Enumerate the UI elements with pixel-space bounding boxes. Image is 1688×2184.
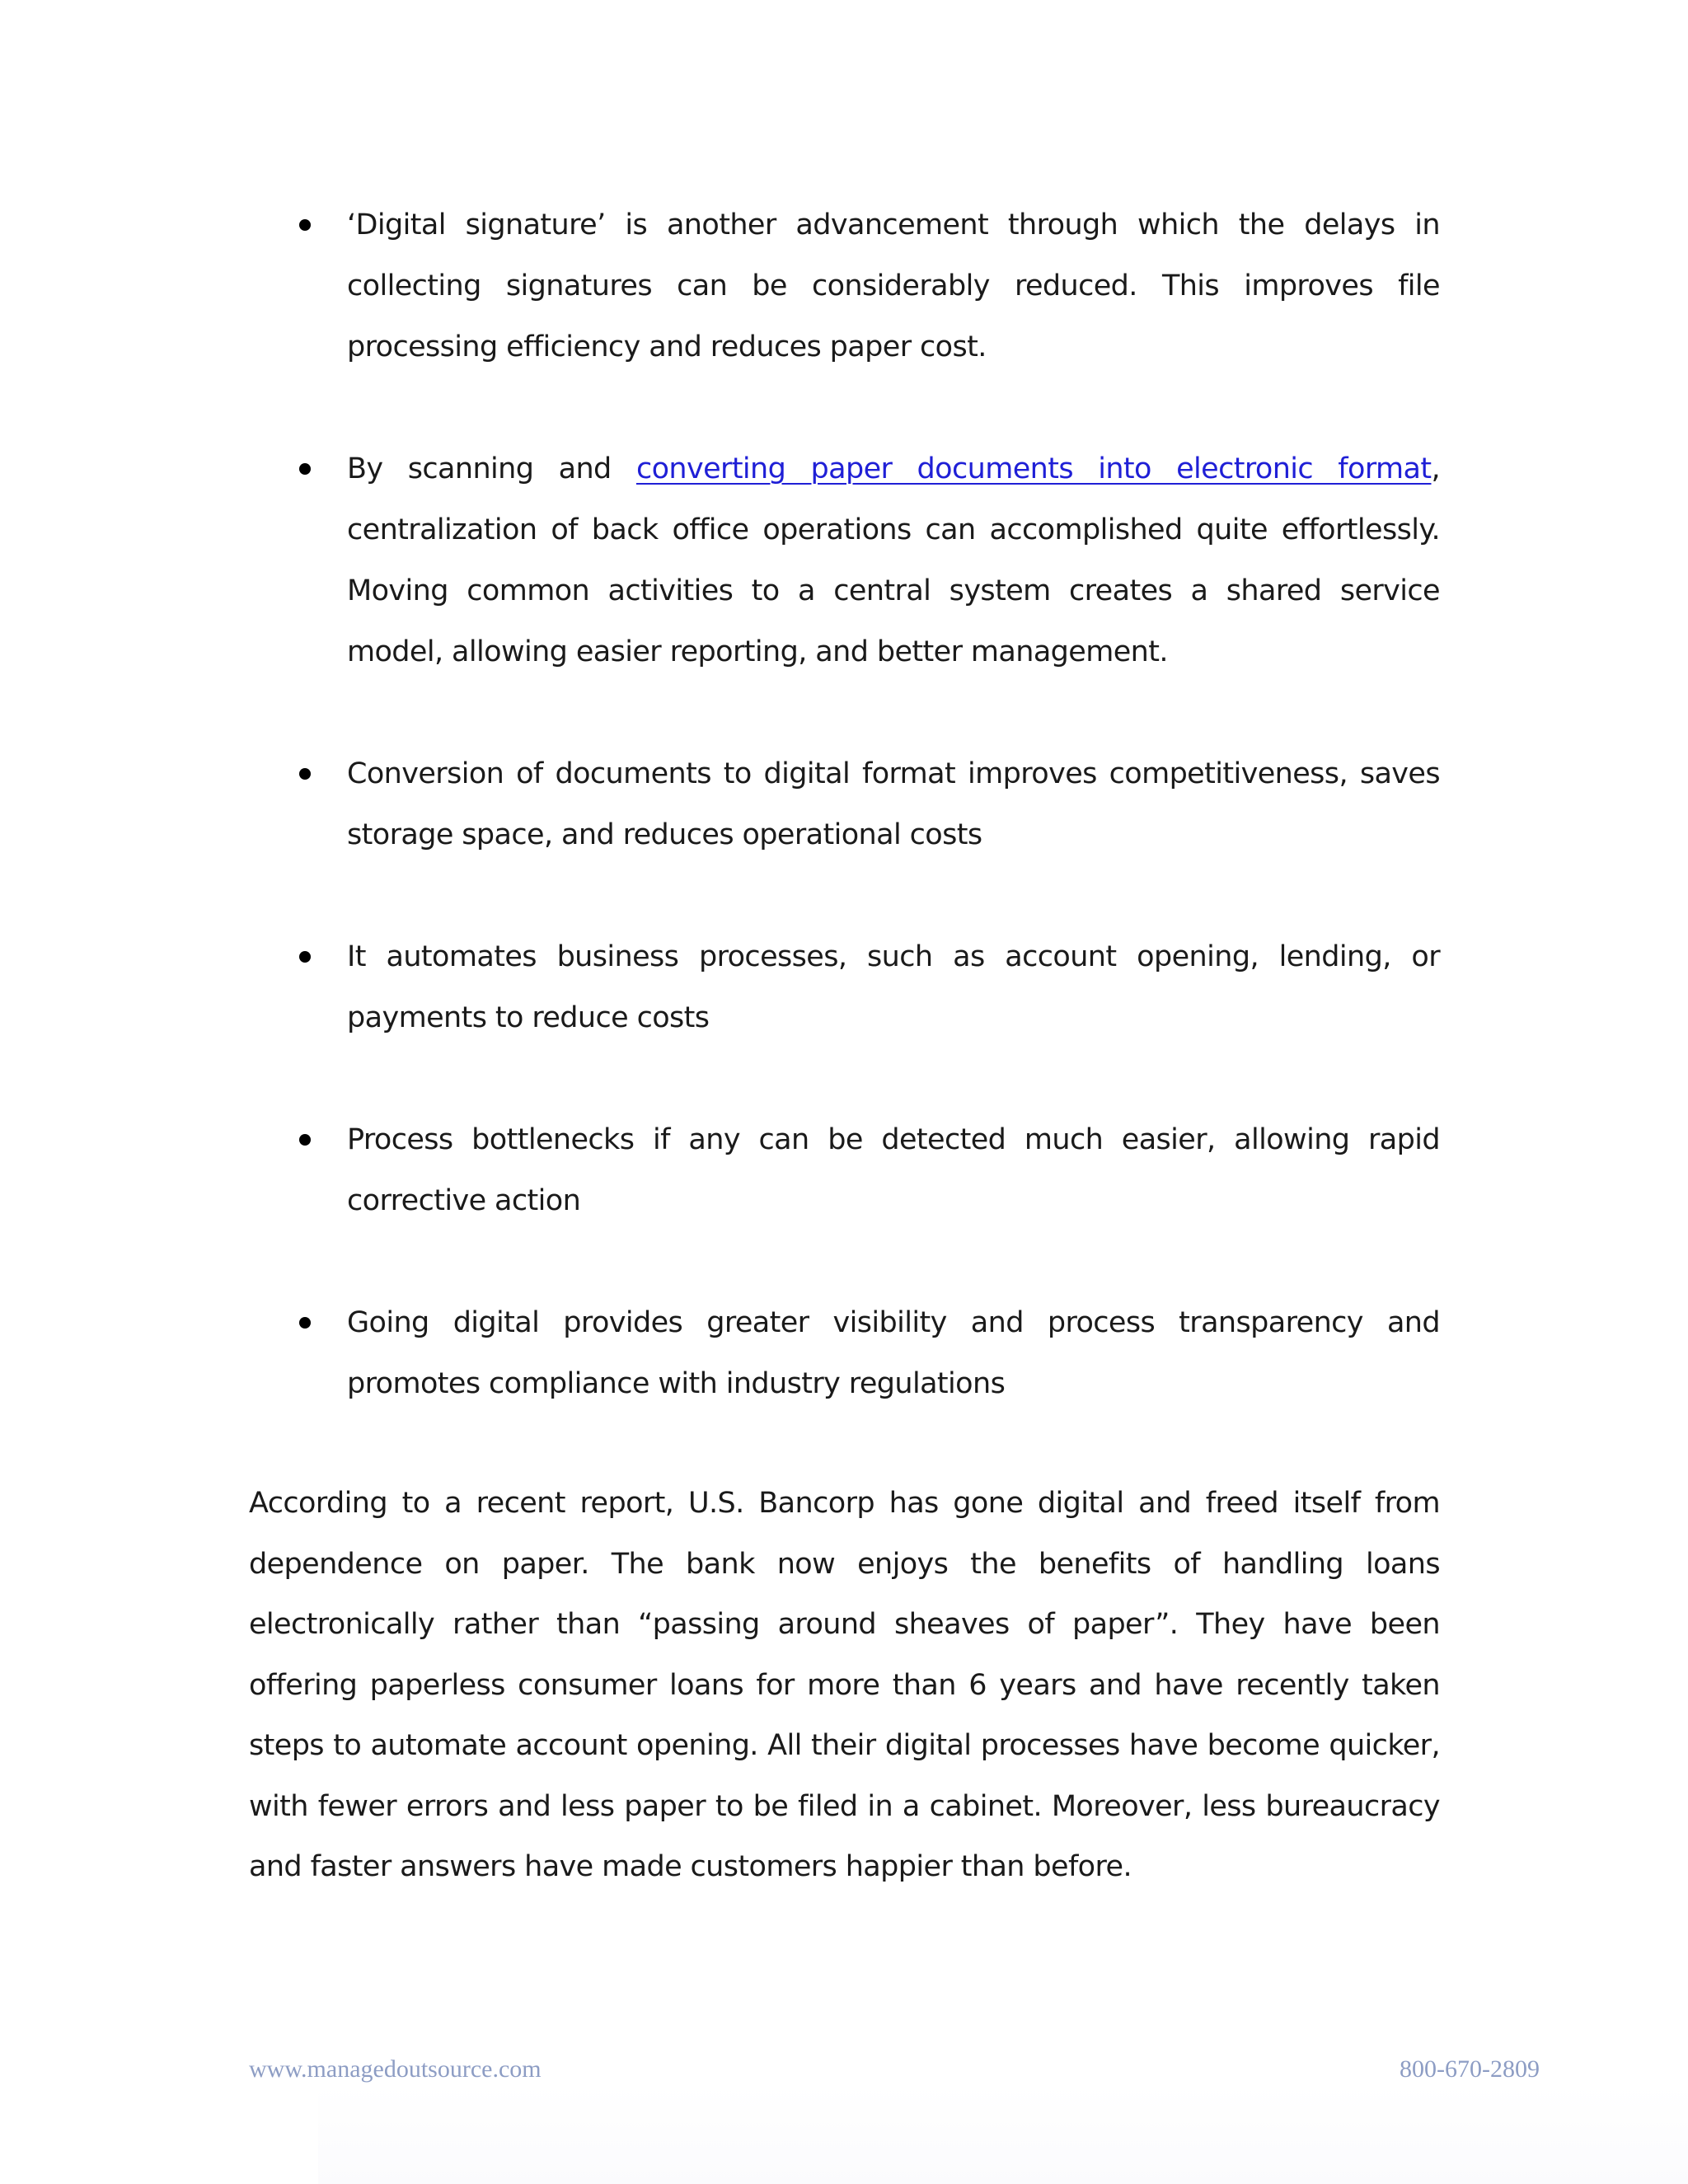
footer-phone: 800-670-2809: [1400, 2055, 1540, 2083]
bullet-item: [249, 1292, 1440, 1414]
bullet-text-after-link: , centralization of back office operations can accomplished quite effortlessly. Moving common activities to a central system creates a shared service model, allowing easier reporting, and better management.: [347, 452, 1441, 668]
bullet-text: Conversion of documents to digital format improves competitiveness, saves storage space, and reduces operational costs: [347, 757, 1440, 851]
footer-website[interactable]: www.managedoutsource.com: [249, 2055, 542, 2083]
bullet-icon: [299, 951, 311, 963]
bullet-item: [249, 743, 1440, 865]
converting-documents-link[interactable]: converting paper documents into electronic format: [635, 452, 1432, 485]
footer-shade: [318, 2085, 1688, 2184]
bullet-text: ‘Digital signature’ is another advancement through which the delays in collecting signatures can be considerably reduced. This improves file processing efficiency and reduces paper cost.: [347, 209, 1440, 363]
bullet-text: It automates business processes, such as account opening, lending, or payments to reduce costs: [347, 940, 1440, 1034]
bullet-text: Going digital provides greater visibility and process transparency and promotes compliance with industry regulations: [347, 1306, 1440, 1400]
bullet-icon: [299, 1134, 311, 1146]
bullet-icon: [299, 1317, 311, 1329]
bullet-item: [249, 1109, 1440, 1231]
bullet-text: Process bottlenecks if any can be detected much easier, allowing rapid corrective action: [347, 1123, 1440, 1217]
bullet-list: [249, 194, 1440, 1475]
bullet-item: [249, 194, 1440, 377]
bullet-icon: [299, 768, 311, 780]
bullet-item: [249, 926, 1440, 1048]
bullet-icon: [299, 219, 311, 231]
bullet-icon: [299, 463, 311, 475]
body-paragraph: According to a recent report, U.S. Bancorp has gone digital and freed itself from dependence on paper. The bank now enjoys the benefits of handling loans electronically rather than “passing around sheaves of paper”. They have been offering paperless consumer loans for more than 6 years and have recently taken steps to automate account opening. All their digital processes have become quicker, with fewer errors and less paper to be filed in a cabinet. Moreover, less bureaucracy and faster answers have made customers happier than before.: [249, 1487, 1440, 1883]
bullet-item: [249, 438, 1440, 682]
bullet-text-before-link: By scanning and: [347, 452, 636, 485]
